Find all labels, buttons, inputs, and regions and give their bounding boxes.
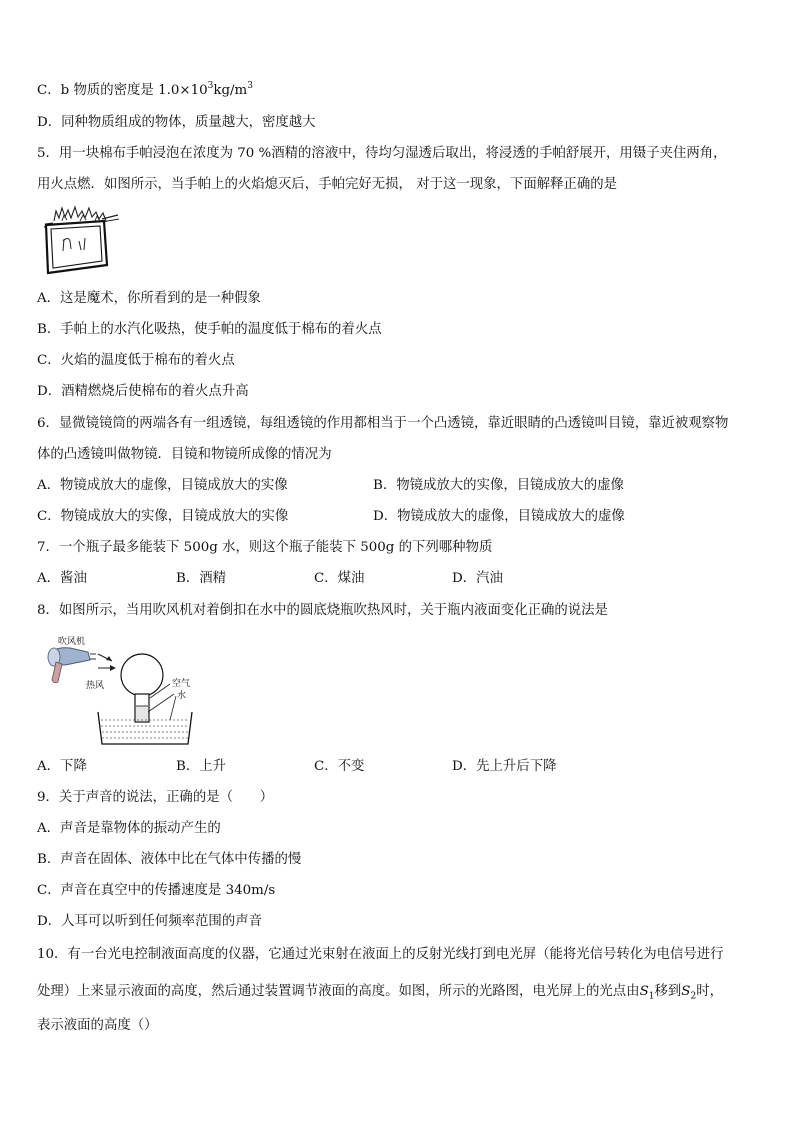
q7-option-d: D．汽油	[452, 571, 503, 586]
q7-stem: 7．一个瓶子最多能装下 500g 水，则这个瓶子能装下 500g 的下列哪种物质	[37, 540, 493, 555]
q7-option-b: B．酒精	[176, 571, 227, 586]
q8-option-c: C．不变	[314, 759, 365, 774]
q10-stem-line3: 表示液面的高度（）	[37, 1018, 158, 1033]
q5-stem-line1: 5．用一块棉布手帕浸泡在浓度为 70 %酒精的溶液中，待均匀湿透后取出，将浸透的手帕舒展开，用镊子夹住两角，	[37, 146, 727, 161]
q4-option-c: C．b 物质的密度是 $1.0\times 10^3kg/m^3$	[37, 80, 253, 98]
q6-option-c: C．物镜成放大的实像，目镜成放大的实像	[37, 509, 289, 524]
q4-option-d: D．同种物质组成的物体，质量越大，密度越大	[37, 115, 316, 130]
q6-option-a: A．物镜成放大的虚像，目镜成放大的实像	[37, 478, 288, 493]
label-hair-dryer: 吹风机	[58, 637, 86, 647]
q8-option-d: D．先上升后下降	[452, 759, 557, 774]
q8-stem: 8．如图所示，当用吹风机对着倒扣在水中的圆底烧瓶吹热风时，关于瓶内液面变化正确的说法是	[37, 603, 608, 618]
q10-stem-line2: 处理）上来显示液面的高度，然后通过装置调节液面的高度。如图，所示的光路图，电光屏上的光点由$S_1$移到$S_2$时，	[37, 984, 723, 1002]
q8-option-b: B．上升	[176, 759, 227, 774]
q7-option-c: C．煤油	[314, 571, 365, 586]
handkerchief-figure	[40, 205, 122, 277]
q9-option-d: D．人耳可以听到任何频率范围的声音	[37, 914, 262, 929]
q5-option-b: B．手帕上的水汽化吸热，使手帕的温度低于棉布的着火点	[37, 322, 382, 337]
q5-option-c: C．火焰的温度低于棉布的着火点	[37, 353, 235, 368]
label-air: 空气	[172, 679, 191, 689]
label-hot-air: 热风	[86, 681, 105, 691]
label-water: 水	[177, 691, 187, 701]
hair-dryer-flask-figure	[40, 632, 210, 747]
q8-option-a: A．下降	[37, 759, 87, 774]
q9-option-c: C．声音在真空中的传播速度是 340m/s	[37, 883, 276, 898]
q7-option-a: A．酱油	[37, 571, 87, 586]
q5-option-a: A．这是魔术，你所看到的是一种假象	[37, 291, 261, 306]
q9-option-a: A．声音是靠物体的振动产生的	[37, 821, 221, 836]
q6-option-b: B．物镜成放大的实像，目镜成放大的虚像	[373, 478, 624, 493]
q6-stem-line2: 体的凸透镜叫做物镜．目镜和物镜所成像的情况为	[37, 447, 332, 462]
q10-stem-line1: 10．有一台光电控制液面高度的仪器，它通过光束射在液面上的反射光线打到电光屏（能将光信号转化为电信号进行	[37, 947, 724, 962]
q9-option-b: B．声音在固体、液体中比在气体中传播的慢	[37, 852, 302, 867]
q6-stem-line1: 6．显微镜镜筒的两端各有一组透镜，每组透镜的作用都相当于一个凸透镜，靠近眼睛的凸透镜叫目镜，靠近被观察物	[37, 416, 729, 431]
q5-stem-line2: 用火点燃．如图所示，当手帕上的火焰熄灭后，手帕完好无损， 对于这一现象，下面解释正确的是	[37, 177, 618, 192]
q9-stem: 9．关于声音的说法，正确的是（ ）	[37, 790, 274, 805]
q5-option-d: D．酒精燃烧后使棉布的着火点升高	[37, 384, 249, 399]
q6-option-d: D．物镜成放大的虚像，目镜成放大的虚像	[373, 509, 625, 524]
